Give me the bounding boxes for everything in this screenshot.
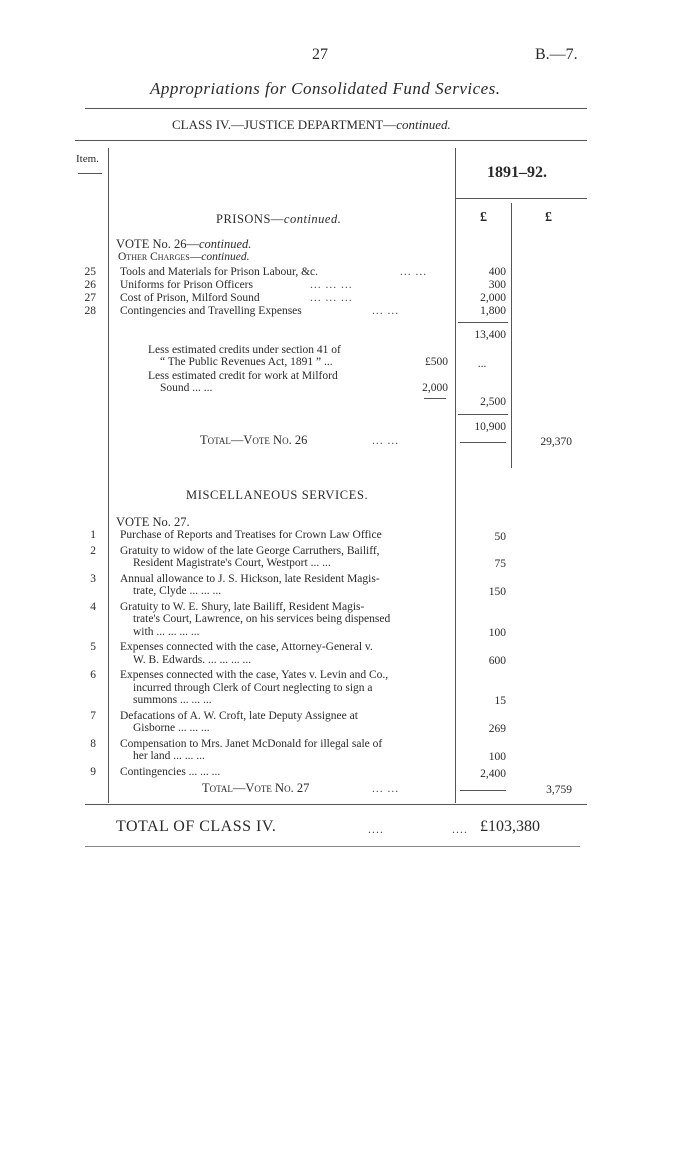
amount-column-border (455, 148, 456, 803)
item-description: Cost of Prison, Milford Sound (120, 292, 260, 304)
item-number: 8 (90, 737, 96, 750)
prisons-heading-continued: continued. (283, 212, 342, 226)
other-charges-text: Other Charges— (118, 251, 202, 263)
vote-26-total-leader: ... ... (372, 435, 400, 447)
item-number: 6 (90, 669, 96, 681)
vote-27-total-rule (460, 790, 506, 791)
item-leader: ... ... (372, 305, 400, 317)
item-amount: 75 (494, 558, 506, 570)
grand-total-leader-2: .... (452, 822, 468, 836)
credits-rule (424, 398, 446, 399)
item-description-line: with ... ... ... ... (133, 625, 200, 638)
item-number: 3 (90, 572, 96, 585)
credits-total: 2,500 (480, 396, 506, 408)
vote-27-total-leader: ... ... (372, 783, 400, 795)
prisons-heading-text: PRISONS— (216, 212, 284, 226)
item-leader: ... ... (400, 266, 428, 278)
table-top-rule (75, 140, 587, 141)
item-number: 27 (84, 292, 96, 304)
vote-27-label: VOTE No. 27. (116, 515, 190, 529)
item-number: 7 (90, 709, 96, 722)
year-rule (455, 198, 587, 199)
vote-26-continued: continued. (198, 237, 252, 251)
vote-26-text: VOTE No. 26— (116, 237, 199, 251)
vote-26-total-rule (460, 442, 506, 443)
item-column-header: Item. (76, 153, 99, 165)
item-description-line: incurred through Clerk of Court neglecting to sign a (133, 681, 373, 694)
credit-1-line-2: “ The Public Revenues Act, 1891 ” ... (160, 356, 333, 368)
item-description-line: Expenses connected with the case, Attorney-General v. (120, 641, 373, 653)
item-description-line: Contingencies ... ... ... (120, 765, 221, 778)
item-amount: 2,400 (480, 767, 506, 780)
item-description: Contingencies and Travelling Expenses (120, 305, 302, 317)
item-description-line: W. B. Edwards. ... ... ... ... (133, 653, 252, 666)
item-description-line: Purchase of Reports and Treatises for Crown Law Office (120, 529, 382, 541)
class-heading (172, 117, 451, 133)
item-description-line: trate, Clyde ... ... ... (133, 585, 222, 597)
class-heading-continued: continued. (396, 117, 451, 132)
item-amount: 100 (488, 751, 506, 763)
vote-27-total-label: Total—Vote No. 27 (202, 781, 310, 795)
item-amount: 2,000 (480, 292, 506, 304)
item-number: 25 (84, 266, 96, 278)
item-leader: ... ... ... (310, 292, 353, 304)
currency-header-2: £ (545, 210, 552, 225)
page-number: 27 (312, 46, 328, 63)
other-charges-continued: continued. (201, 251, 250, 263)
other-charges-label (118, 251, 249, 263)
item-number: 5 (90, 641, 96, 653)
credit-2-line-2: Sound ... ... (160, 382, 213, 394)
net-rule (458, 414, 508, 415)
credit-2-amount: 2,000 (422, 382, 448, 394)
item-amount: 600 (488, 654, 506, 667)
item-number: 4 (90, 600, 96, 613)
title-rule (85, 108, 587, 109)
credit-2-line-1: Less estimated credit for work at Milford (148, 370, 338, 382)
item-description: Uniforms for Prison Officers (120, 279, 253, 291)
item-leader: ... ... ... (310, 279, 353, 291)
item-amount: 150 (488, 586, 506, 598)
item-amount: 400 (488, 266, 506, 278)
item-description-line: her land ... ... ... (133, 750, 205, 762)
prisons-heading (216, 212, 341, 227)
vote-26-total: 29,370 (540, 436, 572, 448)
item-amount: 1,800 (480, 305, 506, 317)
item-number: 26 (84, 279, 96, 291)
item-description-line: Gisborne ... ... ... (133, 722, 210, 734)
item-description-line: Gratuity to W. E. Shury, late Bailiff, Resident Magis- (120, 600, 365, 613)
item-amount: 15 (494, 695, 506, 707)
page-title: Appropriations for Consolidated Fund Services. (150, 79, 501, 98)
item-description-line: summons ... ... ... (133, 694, 212, 706)
item-description-line: Gratuity to widow of the late George Carruthers, Bailiff, (120, 544, 380, 557)
grand-total-leader-1: .... (368, 822, 384, 836)
item-number: 28 (84, 305, 96, 317)
item-amount: 269 (488, 723, 506, 735)
vote-26-label (116, 237, 251, 252)
item-number: 9 (90, 765, 96, 778)
table-bottom-rule (85, 804, 587, 805)
item-description-line: Compensation to Mrs. Janet McDonald for illegal sale of (120, 737, 383, 750)
misc-heading: MISCELLANEOUS SERVICES. (186, 488, 369, 502)
grand-total-label: TOTAL OF CLASS IV. (116, 818, 277, 835)
prisons-net: 10,900 (474, 421, 506, 433)
item-description-line: trate's Court, Lawrence, on his services being dispensed (133, 613, 391, 625)
credit-1-amount: £500 (425, 356, 448, 368)
item-description-line: Annual allowance to J. S. Hickson, late Resident Magis- (120, 572, 380, 585)
item-number: 2 (90, 544, 96, 557)
vote-27-total: 3,759 (546, 784, 572, 796)
fiscal-year-header: 1891–92. (487, 164, 547, 181)
item-column-border (108, 148, 109, 803)
item-description-line: Resident Magistrate's Court, Westport ... ... (133, 557, 331, 569)
prisons-subtotal: 13,400 (474, 329, 506, 341)
document-reference: B.—7. (535, 46, 578, 63)
class-heading-text: CLASS IV.—JUSTICE DEPARTMENT— (172, 117, 397, 132)
item-description: Tools and Materials for Prison Labour, &c. (120, 266, 319, 278)
item-amount: 50 (494, 531, 506, 543)
vote-26-total-label: Total—Vote No. 26 (200, 433, 308, 447)
credit-1-line-1: Less estimated credits under section 41 of (148, 344, 341, 356)
item-description-line: Defacations of A. W. Croft, late Deputy Assignee at (120, 709, 358, 722)
item-description-line: Expenses connected with the case, Yates v. Levin and Co., (120, 669, 389, 681)
item-header-underline (78, 173, 102, 174)
bottom-rule (85, 846, 580, 847)
currency-header-1: £ (480, 210, 487, 225)
item-amount: 300 (488, 279, 506, 291)
item-amount: 100 (488, 626, 506, 639)
credit-1-placeholder: ... (477, 358, 487, 370)
total-column-border (511, 203, 512, 468)
item-number: 1 (90, 529, 96, 541)
grand-total-amount: £103,380 (480, 818, 540, 835)
subtotal-rule (458, 322, 508, 323)
